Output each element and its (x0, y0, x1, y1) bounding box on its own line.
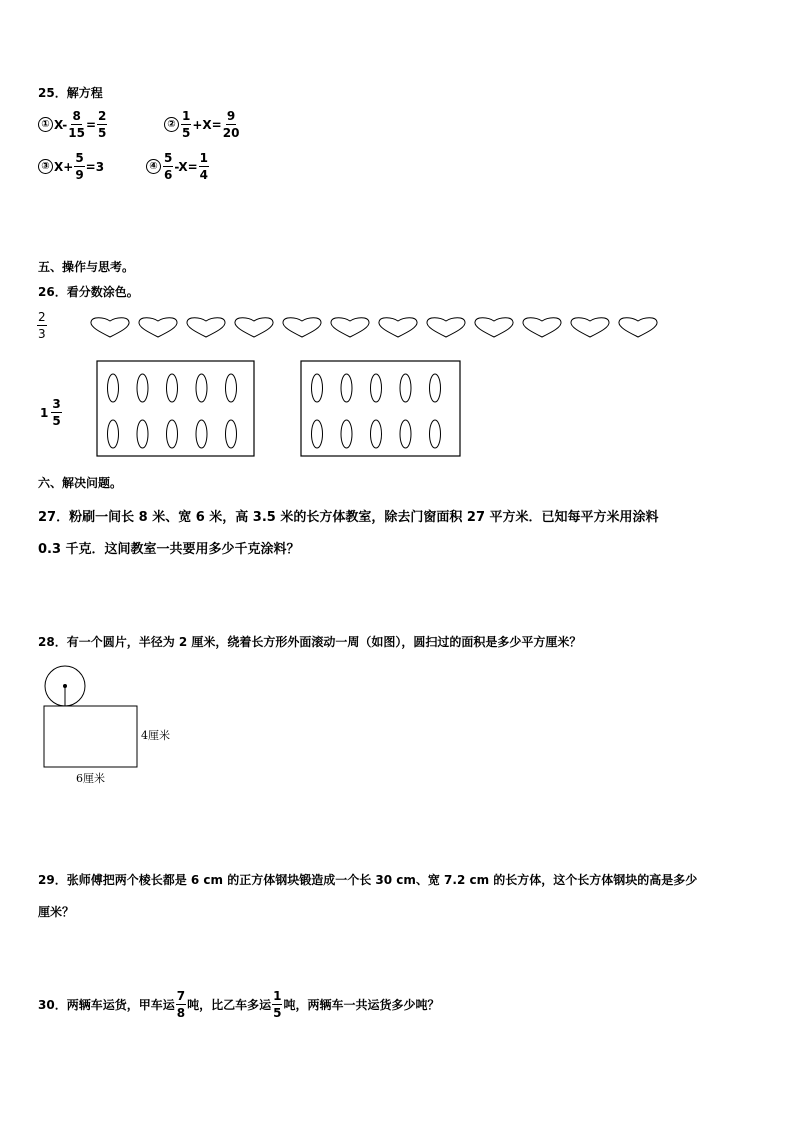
section-5-heading: 五、操作与思考。 (38, 260, 135, 274)
heart-shape (571, 318, 609, 337)
oval-shape (430, 420, 441, 448)
eq3-prefix: X+ (54, 159, 74, 174)
circled-number-4: ④ (146, 159, 161, 174)
equation-4 (146, 152, 210, 181)
q30-fraction-1: $\frac{7}{8}$ (176, 989, 186, 1020)
oval-shape (108, 374, 119, 402)
oval-box-1 (96, 360, 256, 458)
eq3-suffix: =3 (85, 159, 105, 174)
circled-number-3: ③ (38, 159, 53, 174)
oval-shape (341, 374, 352, 402)
eq2-operator: +X= (192, 117, 222, 132)
heart-shape (331, 318, 369, 337)
section-6-heading: 六、解决问题。 (38, 476, 123, 490)
heart-shape (235, 318, 273, 337)
q30-fraction-2: $\frac{1}{5}$ (273, 989, 282, 1020)
oval-shape (137, 374, 148, 402)
eq2-fraction-1: $\frac{1}{5}$ (182, 109, 191, 140)
circled-number-1: ① (38, 117, 53, 132)
eq4-fraction-2: $\frac{1}{4}$ (199, 151, 209, 182)
oval-shape (312, 420, 323, 448)
oval-shape (108, 420, 119, 448)
q28-figure (38, 660, 188, 786)
q26-fraction-label-2: 1 $\frac{3}{5}$ (40, 397, 61, 428)
height-label: 4厘米 (141, 729, 170, 742)
heart-shape (379, 318, 417, 337)
equation-3 (38, 152, 104, 181)
oval-shape (371, 374, 382, 402)
eq1-operator: = (85, 117, 97, 132)
hearts-row (88, 315, 668, 341)
oval-shape (400, 420, 411, 448)
heart-shape (619, 318, 657, 337)
rectangle (44, 706, 137, 767)
heart-shape (91, 318, 129, 337)
eq1-fraction-1: $\frac{8}{15}$ (68, 109, 85, 140)
oval-shape (226, 420, 237, 448)
equation-1 (38, 110, 108, 139)
oval-box-1-frame (97, 361, 254, 456)
q29-line-2: 厘米？ (38, 905, 75, 919)
oval-shape (167, 420, 178, 448)
oval-shape (167, 374, 178, 402)
oval-shape (312, 374, 323, 402)
q29-line-1: 29．张师傅把两个棱长都是 6 cm 的正方体钢块锻造成一个长 30 cm、宽 7.2 cm 的长方体，这个长方体钢块的高是多少 (38, 873, 698, 887)
eq1-prefix: X- (54, 117, 68, 132)
q26-title: 26．看分数涂色。 (38, 285, 139, 299)
oval-shape (196, 374, 207, 402)
oval-shape (226, 374, 237, 402)
width-label: 6厘米 (76, 772, 105, 785)
oval-shape (196, 420, 207, 448)
heart-shape (427, 318, 465, 337)
oval-shape (341, 420, 352, 448)
eq2-fraction-2: $\frac{9}{20}$ (222, 109, 240, 140)
oval-shape (400, 374, 411, 402)
heart-shape (139, 318, 177, 337)
circled-number-2: ② (164, 117, 179, 132)
eq3-fraction-1: $\frac{5}{9}$ (75, 151, 84, 182)
oval-shape (137, 420, 148, 448)
eq4-fraction-1: $\frac{5}{6}$ (164, 151, 173, 182)
q28-text: 28．有一个圆片，半径为 2 厘米，绕着长方形外面滚动一周（如图），圆扫过的面积是多少平方厘米？ (38, 635, 582, 649)
oval-shape (371, 420, 382, 448)
q26-fraction-label-1: $\frac{2}{3}$ (38, 310, 46, 341)
q27-line-1: 27．粉刷一间长 8 米、宽 6 米，高 3.5 米的长方体教室，除去门窗面积 27 平方米．已知每平方米用涂料 (38, 510, 659, 525)
heart-shape (475, 318, 513, 337)
eq1-fraction-2: $\frac{2}{5}$ (98, 109, 107, 140)
eq4-operator: -X= (174, 159, 198, 174)
equation-2 (164, 110, 240, 139)
heart-shape (283, 318, 321, 337)
oval-shape (430, 374, 441, 402)
q25-title: 25．解方程 (38, 86, 103, 100)
q30-text: 30．两辆车运货，甲车运 $\frac{7}{8}$ 吨，比乙车多运 $\frac{1}{5}$ 吨，两辆车一共运货多少吨？ (38, 989, 440, 1020)
heart-shape (187, 318, 225, 337)
q27-line-2: 0.3 千克．这间教室一共要用多少千克涂料？ (38, 542, 300, 557)
circle-center (63, 684, 67, 688)
heart-shape (523, 318, 561, 337)
oval-box-2 (300, 360, 462, 458)
